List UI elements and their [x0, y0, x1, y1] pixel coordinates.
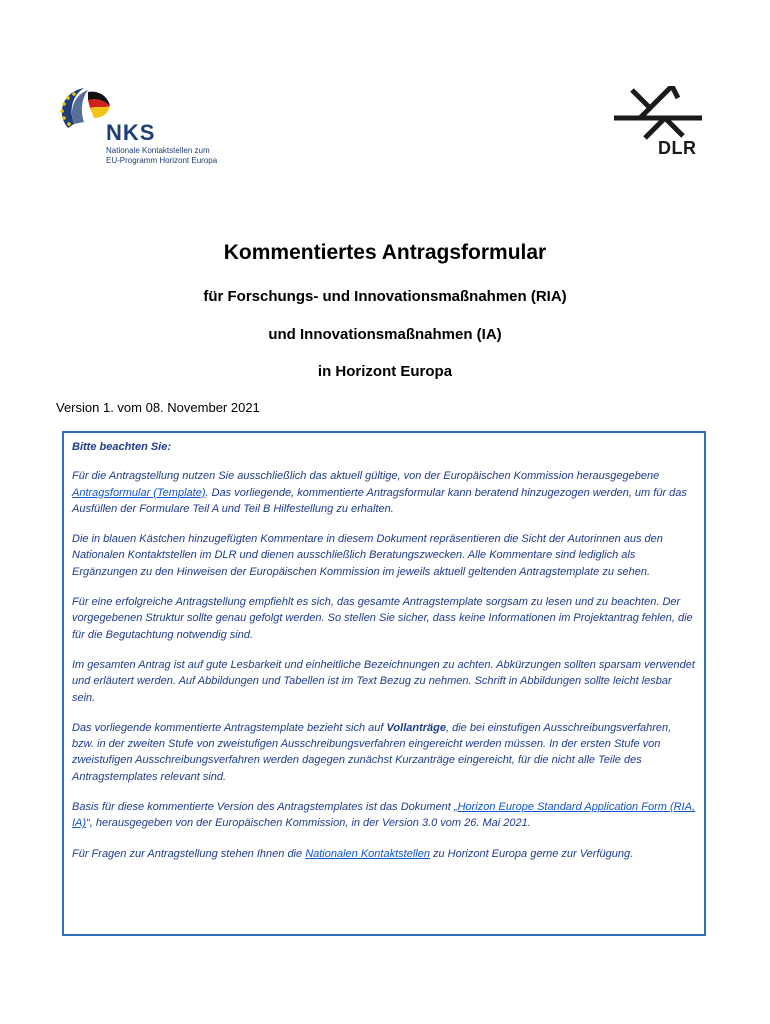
notice-paragraph-1-text-a: Für die Antragstellung nutzen Sie ausschließlich das aktuell gültige, von der Europäischen Kommission herausgegebene	[72, 470, 660, 483]
notice-paragraph-4: Im gesamten Antrag ist auf gute Lesbarkeit und einheitliche Bezeichnungen zu achten. Abkürzungen sollten sparsam verwendet und erläutert werden. Auf Abbildungen und Tabellen ist im Text Bezug zu nehmen. Schrift in Abbildungen sollte leicht lesbar sein.	[72, 658, 695, 704]
dlr-logo	[610, 86, 710, 166]
notice-box	[62, 431, 706, 936]
notice-paragraph-6-text-a: Basis für diese kommentierte Version des Antragstemplates ist das Dokument „	[72, 801, 458, 814]
nks-logo-subtitle	[106, 146, 217, 166]
nks-logo-subtitle-line-2: EU-Programm Horizont Europa	[106, 156, 218, 165]
notice-paragraph-5-bold: Vollanträge	[386, 721, 446, 734]
dlr-logo-name: DLR	[658, 138, 697, 158]
notice-paragraph-7-text-a: Für Fragen zur Antragstellung stehen Ihnen die	[72, 847, 306, 860]
notice-paragraph-3: Für eine erfolgreiche Antragstellung empfiehlt es sich, das gesamte Antragstemplate sorgsam zu lesen und zu beachten. Der vorgegebenen Struktur sollte genau gefolgt werden. So stellen Sie sicher, dass keine Informationen im Projektantrag fehlen, die für die Begutachtung notwendig sind.	[72, 596, 693, 641]
notice-paragraph-6	[72, 799, 696, 832]
nks-logo	[54, 80, 234, 164]
nks-logo-subtitle-line-1: Nationale Kontaktstellen zum	[106, 146, 210, 155]
document-subtitle-1: für Forschungs- und Innovationsmaßnahmen (RIA)	[203, 288, 567, 305]
notice-paragraph-5-text-a: Das vorliegende kommentierte Antragstemplate bezieht sich auf	[72, 721, 387, 734]
notice-paragraph-6-text-b: “, herausgegeben von der Europäischen Kommission, in der Version 3.0 vom 26. Mai 2021.	[86, 817, 531, 830]
standard-application-form-link[interactable]: Horizon Europe Standard Application Form (RIA, IA)	[72, 801, 696, 830]
document-version: Version 1. vom 08. November 2021	[56, 400, 260, 415]
notice-paragraph-5	[72, 720, 696, 785]
document-title: Kommentiertes Antragsformular	[223, 241, 547, 264]
document-subtitle-2: und Innovationsmaßnahmen (IA)	[268, 326, 502, 343]
notice-paragraph-7	[72, 846, 696, 862]
notice-paragraph-7-text-b: zu Horizont Europa gerne zur Verfügung.	[429, 847, 634, 860]
document-subtitle-3: in Horizont Europa	[317, 363, 453, 380]
template-link[interactable]: Antragsformular (Template)	[72, 486, 206, 499]
dlr-emblem-icon	[610, 86, 705, 146]
national-contact-points-link[interactable]: Nationalen Kontaktstellen	[305, 847, 430, 860]
nks-emblem-icon	[54, 80, 114, 140]
notice-paragraph-2: Die in blauen Kästchen hinzugefügten Kommentare in diesem Dokument repräsentieren die Sicht der Autorinnen aus den Nationalen Kontaktstellen im DLR und dienen ausschließlich Beratungszwecken. Alle Kommentare sind lediglich als Ergänzungen zu den Hinweisen der Europäischen Kommission im jeweils aktuell geltenden Antragstemplate zu sehen.	[72, 533, 663, 578]
notice-heading: Bitte beachten Sie:	[72, 441, 172, 453]
nks-logo-name: NKS	[106, 120, 156, 145]
notice-paragraph-1	[72, 468, 696, 517]
notice-paragraph-1-text-b: . Das vorliegende, kommentierte Antragsformular kann beratend hinzugezogen werden, um für das Ausfüllen der Formulare Teil A und Teil B Hilfestellung zu erhalten.	[72, 486, 687, 515]
notice-paragraph-5-text-b: , die bei einstufigen Ausschreibungsverfahren, bzw. in der zweiten Stufe von zweistufigen Ausschreibungsverfahren eingereicht werden müssen. In der ersten Stufe von zweistufigen Ausschreibungsverfahren werden dagegen zunächst Kurzanträge eingereicht, für die nicht alle Teile des Antragstemplates relevant sind.	[72, 721, 672, 783]
